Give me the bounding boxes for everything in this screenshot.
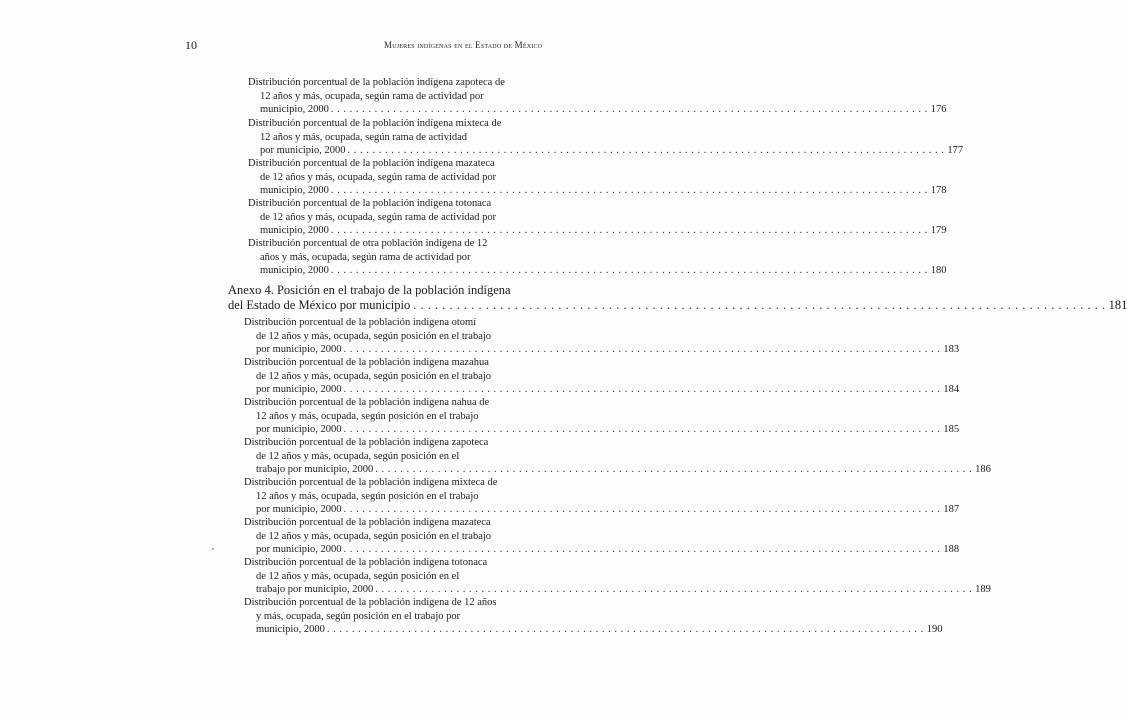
dot-leader: . . . . . . . . . . . . . . . . . . . . . . . . . . . . . . . . . . . . . . . . . . . . . . . . . . . . . . . . . . . . . . . . . . . . . . . . . . . . . . . . . . . . . . . . . . . . . . . . xyxy=(343,424,941,435)
toc-entry-line xyxy=(228,283,540,298)
toc-page-number: 189 xyxy=(975,584,991,595)
toc-entry-line xyxy=(244,503,960,517)
toc-entry-line xyxy=(244,556,540,570)
toc-entry-text: municipio, 2000 xyxy=(260,104,329,115)
toc-entry xyxy=(244,356,960,397)
toc-entry-text: del Estado de México por municipio xyxy=(228,298,411,312)
dot-leader: . . . . . . . . . . . . . . . . . . . . . . . . . . . . . . . . . . . . . . . . . . . . . . . . . . . . . . . . . . . . . . . . . . . . . . . . . . . . . . . . . . . . . . . . . . . . . . . . xyxy=(343,344,941,355)
toc-entry-line xyxy=(244,436,540,450)
toc-entry-text: 12 años y más, ocupada, según rama de actividad xyxy=(260,131,468,143)
toc-entry-line xyxy=(244,583,991,597)
toc-entry-text: Distribución porcentual de la población indígena de 12 años xyxy=(244,597,497,608)
toc-entry-line xyxy=(248,131,540,145)
toc-entry-line xyxy=(244,370,540,384)
toc-entry xyxy=(244,516,960,557)
toc-entry-text: 12 años y más, ocupada, según posición en el trabajo xyxy=(256,490,479,502)
dot-leader: . . . . . . . . . . . . . . . . . . . . . . . . . . . . . . . . . . . . . . . . . . . . . . . . . . . . . . . . . . . . . . . . . . . . . . . . . . . . . . . . . . . . . . . . . . . . . . . . xyxy=(343,544,941,555)
toc-entry-line xyxy=(248,171,540,185)
toc-entry-text: de 12 años y más, ocupada, según posición en el trabajo xyxy=(256,370,492,382)
toc-entry-line xyxy=(248,144,964,158)
toc-entry-line xyxy=(244,516,540,530)
toc-entry-text: por municipio, 2000 xyxy=(256,544,342,555)
toc-page-number: 186 xyxy=(975,464,991,475)
toc-entry-text: municipio, 2000 xyxy=(256,624,325,635)
toc-entry xyxy=(248,197,947,238)
toc-entry xyxy=(248,157,947,198)
toc-entry-line xyxy=(248,117,540,131)
toc-entry-text: Distribución porcentual de la población indígena zapoteca de xyxy=(248,77,505,88)
toc-entry-line xyxy=(244,570,540,584)
toc-entry-text: y más, ocupada, según posición en el trabajo por xyxy=(256,610,461,622)
toc-entry-text: trabajo por municipio, 2000 xyxy=(256,464,374,475)
toc-entry-line xyxy=(244,476,540,490)
toc-entry xyxy=(244,476,960,517)
toc-entry-text: años y más, ocupada, según rama de actividad por xyxy=(260,251,471,263)
toc-entry-text: por municipio, 2000 xyxy=(256,504,342,515)
toc-entry xyxy=(248,117,964,158)
toc-entry-text: trabajo por municipio, 2000 xyxy=(256,584,374,595)
toc-entry-text: por municipio, 2000 xyxy=(256,344,342,355)
toc-page-number: 181 xyxy=(1108,298,1127,312)
dot-leader: . . . . . . . . . . . . . . . . . . . . . . . . . . . . . . . . . . . . . . . . . . . . . . . . . . . . . . . . . . . . . . . . . . . . . . . . . . . . . . . . . . . . . . . . . . . . . . . . xyxy=(347,145,945,156)
dot-leader: . . . . . . . . . . . . . . . . . . . . . . . . . . . . . . . . . . . . . . . . . . . . . . . . . . . . . . . . . . . . . . . . . . . . . . . . . . . . . . . . . . . . . . . . . . . . . . . . xyxy=(326,624,924,635)
dot-leader: . . . . . . . . . . . . . . . . . . . . . . . . . . . . . . . . . . . . . . . . . . . . . . . . . . . . . . . . . . . . . . . . . . . . . . . . . . . . . . . . . . . . . . . . . . . . . . . . xyxy=(375,464,973,475)
toc-entry-text: de 12 años y más, ocupada, según rama de actividad por xyxy=(260,211,497,223)
toc-entry-text: Distribución porcentual de la población indígena mazateca xyxy=(248,158,495,169)
toc-entry xyxy=(244,436,991,477)
toc-entry-line xyxy=(244,463,991,477)
toc-entry-text: municipio, 2000 xyxy=(260,225,329,236)
dot-leader: . . . . . . . . . . . . . . . . . . . . . . . . . . . . . . . . . . . . . . . . . . . . . . . . . . . . . . . . . . . . . . . . . . . . . . . . . . . . . . . . . . . . . . . . . . . . . . . . xyxy=(330,265,928,276)
toc-page-number: 178 xyxy=(930,185,947,196)
toc-entry-line xyxy=(244,610,540,624)
toc-entry-line xyxy=(244,396,540,410)
toc-entry-text: Anexo 4. Posición en el trabajo de la población indígena xyxy=(228,283,511,297)
toc-entry-line xyxy=(248,264,947,278)
dot-leader: . . . . . . . . . . . . . . . . . . . . . . . . . . . . . . . . . . . . . . . . . . . . . . . . . . . . . . . . . . . . . . . . . . . . . . . . . . . . . . . . . . . . . . . . . . . . . . . . xyxy=(330,104,928,115)
toc-entry-text: Distribución porcentual de otra población indígena de 12 xyxy=(248,238,488,249)
toc-entry-text: Distribución porcentual de la población indígena mazateca xyxy=(244,517,491,528)
toc-entry-line xyxy=(248,157,540,171)
toc-entry-line xyxy=(244,316,540,330)
toc-entry-text: 12 años y más, ocupada, según posición en el trabajo xyxy=(256,410,479,422)
toc-entry-line xyxy=(248,237,540,251)
toc-entry-line xyxy=(248,251,540,265)
dot-leader: . . . . . . . . . . . . . . . . . . . . . . . . . . . . . . . . . . . . . . . . . . . . . . . . . . . . . . . . . . . . . . . . . . . . . . . . . . . . . . . . . . . . . . . . . . . . . . . . xyxy=(343,384,941,395)
dot-leader: . . . . . . . . . . . . . . . . . . . . . . . . . . . . . . . . . . . . . . . . . . . . . . . . . . . . . . . . . . . . . . . . . . . . . . . . . . . . . . . . . . . . . . . . . . . . . . . . xyxy=(413,298,1106,312)
toc-entry-line xyxy=(248,211,540,225)
toc-entry-line xyxy=(228,298,1127,313)
toc-page-number: 184 xyxy=(943,384,960,395)
toc-entry-line xyxy=(244,543,960,557)
toc-entry-line xyxy=(244,410,540,424)
toc-entry-line xyxy=(244,623,943,637)
toc-page-number: 190 xyxy=(926,624,943,635)
toc-entry xyxy=(248,237,947,278)
toc-entry-text: de 12 años y más, ocupada, según posición en el trabajo xyxy=(256,530,492,542)
toc-entry-line xyxy=(244,450,540,464)
toc-entry xyxy=(244,316,960,357)
toc-entry-line xyxy=(244,343,960,357)
toc-entry-text: por municipio, 2000 xyxy=(256,424,342,435)
page-number: 10 xyxy=(185,38,197,52)
toc-entry-line xyxy=(248,90,540,104)
paper-speck xyxy=(212,548,214,550)
toc-entry xyxy=(244,596,943,637)
toc-page-number: 176 xyxy=(930,104,947,115)
toc-entry-line xyxy=(248,76,540,90)
toc-entry-line xyxy=(244,423,960,437)
toc-page-number: 183 xyxy=(943,344,960,355)
toc-entry-text: Distribución porcentual de la población indígena mazahua xyxy=(244,357,489,368)
dot-leader: . . . . . . . . . . . . . . . . . . . . . . . . . . . . . . . . . . . . . . . . . . . . . . . . . . . . . . . . . . . . . . . . . . . . . . . . . . . . . . . . . . . . . . . . . . . . . . . . xyxy=(330,225,928,236)
toc-entry-text: 12 años y más, ocupada, según rama de actividad por xyxy=(260,90,484,102)
toc-entry-text: Distribución porcentual de la población indígena zapoteca xyxy=(244,437,489,448)
toc-entry-line xyxy=(244,490,540,504)
toc-entry xyxy=(244,556,991,597)
toc-entry-text: Distribución porcentual de la población indígena mixteca de xyxy=(244,477,498,488)
toc-entry-line xyxy=(244,530,540,544)
running-head: Mujeres indígenas en el Estado de México xyxy=(384,40,543,50)
toc-entry-text: municipio, 2000 xyxy=(260,185,329,196)
toc-entry-line xyxy=(248,224,947,238)
toc-page-number: 188 xyxy=(943,544,960,555)
toc-entry-text: Distribución porcentual de la población indígena totonaca xyxy=(244,557,488,568)
toc-entry xyxy=(244,396,960,437)
toc-entry-line xyxy=(244,356,540,370)
toc-entry-text: Distribución porcentual de la población indígena nahua de xyxy=(244,397,490,408)
toc-entry-line xyxy=(248,197,540,211)
toc-entry-text: por municipio, 2000 xyxy=(256,384,342,395)
toc-entry-line xyxy=(248,103,947,117)
toc-entry-text: Distribución porcentual de la población indígena mixteca de xyxy=(248,118,502,129)
toc-entry-text: de 12 años y más, ocupada, según rama de actividad por xyxy=(260,171,497,183)
toc-entry xyxy=(248,76,947,117)
toc-page-number: 177 xyxy=(947,145,964,156)
toc-entry-line xyxy=(244,383,960,397)
annex-heading xyxy=(228,283,1127,313)
toc-entry-line xyxy=(244,330,540,344)
dot-leader: . . . . . . . . . . . . . . . . . . . . . . . . . . . . . . . . . . . . . . . . . . . . . . . . . . . . . . . . . . . . . . . . . . . . . . . . . . . . . . . . . . . . . . . . . . . . . . . . xyxy=(343,504,941,515)
toc-entry-text: municipio, 2000 xyxy=(260,265,329,276)
toc-entry-text: de 12 años y más, ocupada, según posición en el xyxy=(256,450,460,462)
toc-entry-text: de 12 años y más, ocupada, según posición en el xyxy=(256,570,460,582)
toc-entry-text: Distribución porcentual de la población indígena otomí xyxy=(244,317,477,328)
toc-entry-line xyxy=(244,596,540,610)
toc-page-number: 179 xyxy=(930,225,947,236)
dot-leader: . . . . . . . . . . . . . . . . . . . . . . . . . . . . . . . . . . . . . . . . . . . . . . . . . . . . . . . . . . . . . . . . . . . . . . . . . . . . . . . . . . . . . . . . . . . . . . . . xyxy=(330,185,928,196)
toc-page-number: 180 xyxy=(930,265,947,276)
dot-leader: . . . . . . . . . . . . . . . . . . . . . . . . . . . . . . . . . . . . . . . . . . . . . . . . . . . . . . . . . . . . . . . . . . . . . . . . . . . . . . . . . . . . . . . . . . . . . . . . xyxy=(375,584,973,595)
toc-page-number: 187 xyxy=(943,504,960,515)
toc-entry-text: por municipio, 2000 xyxy=(260,145,346,156)
toc-page-number: 185 xyxy=(943,424,960,435)
toc-entry-line xyxy=(248,184,947,198)
toc-entry-text: Distribución porcentual de la población indígena totonaca xyxy=(248,198,492,209)
toc-entry-text: de 12 años y más, ocupada, según posición en el trabajo xyxy=(256,330,492,342)
